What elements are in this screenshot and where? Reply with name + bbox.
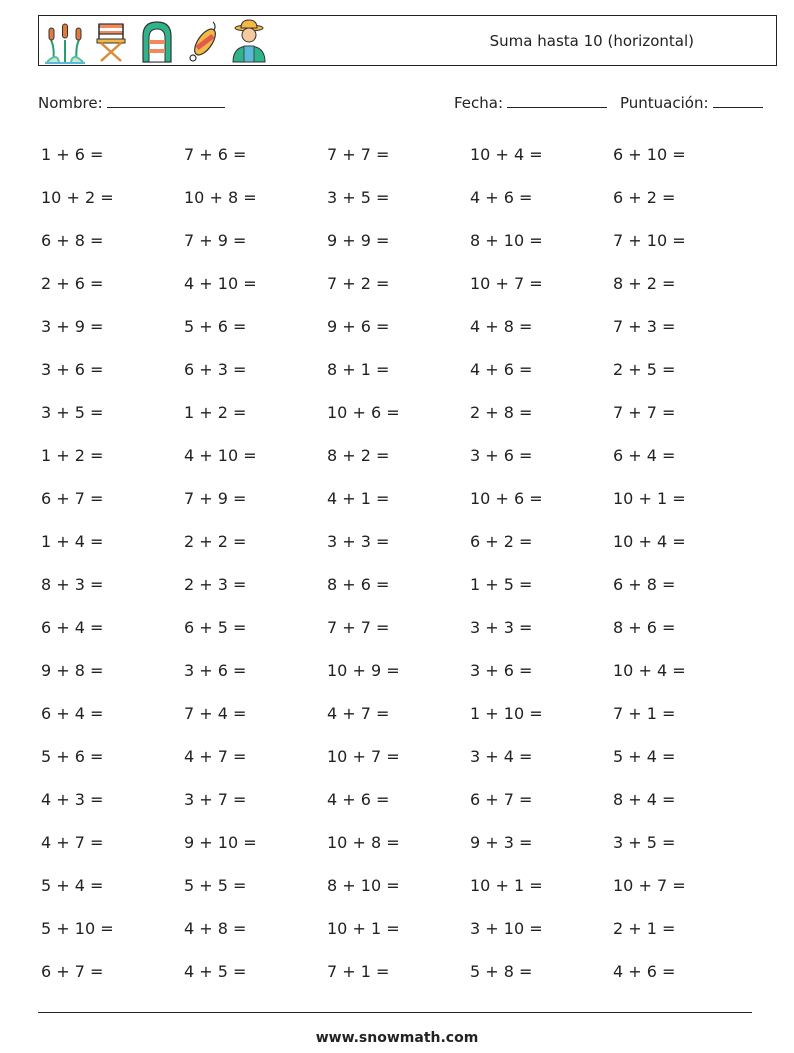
fishing-float-icon xyxy=(183,18,223,64)
problem-r5-c4: 4 + 8 = xyxy=(470,317,533,336)
problem-r6-c4: 4 + 6 = xyxy=(470,360,533,379)
problem-r2-c2: 10 + 8 = xyxy=(184,188,257,207)
problem-r10-c2: 2 + 2 = xyxy=(184,532,247,551)
date-label: Fecha: xyxy=(454,94,504,112)
problem-r3-c3: 9 + 9 = xyxy=(327,231,390,250)
problem-r1-c5: 6 + 10 = xyxy=(613,145,686,164)
problem-r19-c5: 2 + 1 = xyxy=(613,919,676,938)
problem-r13-c4: 3 + 6 = xyxy=(470,661,533,680)
problem-r16-c4: 6 + 7 = xyxy=(470,790,533,809)
problem-r18-c5: 10 + 7 = xyxy=(613,876,686,895)
problem-r3-c5: 7 + 10 = xyxy=(613,231,686,250)
problem-r9-c1: 6 + 7 = xyxy=(41,489,104,508)
problem-r18-c1: 5 + 4 = xyxy=(41,876,104,895)
problem-r5-c1: 3 + 9 = xyxy=(41,317,104,336)
problem-r8-c2: 4 + 10 = xyxy=(184,446,257,465)
problem-r14-c3: 4 + 7 = xyxy=(327,704,390,723)
problem-r17-c2: 9 + 10 = xyxy=(184,833,257,852)
problem-r13-c2: 3 + 6 = xyxy=(184,661,247,680)
name-label: Nombre: xyxy=(38,94,103,112)
problem-r16-c1: 4 + 3 = xyxy=(41,790,104,809)
problem-r4-c1: 2 + 6 = xyxy=(41,274,104,293)
problem-r15-c3: 10 + 7 = xyxy=(327,747,400,766)
problem-r16-c2: 3 + 7 = xyxy=(184,790,247,809)
problem-r12-c1: 6 + 4 = xyxy=(41,618,104,637)
problem-r12-c3: 7 + 7 = xyxy=(327,618,390,637)
problem-r11-c2: 2 + 3 = xyxy=(184,575,247,594)
problem-r20-c2: 4 + 5 = xyxy=(184,962,247,981)
score-label: Puntuación: xyxy=(620,94,709,112)
problem-r8-c5: 6 + 4 = xyxy=(613,446,676,465)
problem-r2-c3: 3 + 5 = xyxy=(327,188,390,207)
problem-r11-c3: 8 + 6 = xyxy=(327,575,390,594)
problem-r7-c4: 2 + 8 = xyxy=(470,403,533,422)
problem-r7-c5: 7 + 7 = xyxy=(613,403,676,422)
score-blank[interactable] xyxy=(713,93,763,108)
problem-r6-c3: 8 + 1 = xyxy=(327,360,390,379)
problem-r7-c1: 3 + 5 = xyxy=(41,403,104,422)
problem-r9-c2: 7 + 9 = xyxy=(184,489,247,508)
problem-r13-c3: 10 + 9 = xyxy=(327,661,400,680)
problem-r19-c1: 5 + 10 = xyxy=(41,919,114,938)
problem-r14-c4: 1 + 10 = xyxy=(470,704,543,723)
problem-r5-c2: 5 + 6 = xyxy=(184,317,247,336)
problem-r9-c3: 4 + 1 = xyxy=(327,489,390,508)
problem-r6-c2: 6 + 3 = xyxy=(184,360,247,379)
problem-r8-c1: 1 + 2 = xyxy=(41,446,104,465)
problem-r20-c4: 5 + 8 = xyxy=(470,962,533,981)
date-field xyxy=(454,93,607,113)
problem-r20-c3: 7 + 1 = xyxy=(327,962,390,981)
problem-r11-c5: 6 + 8 = xyxy=(613,575,676,594)
folding-chair-icon xyxy=(91,18,131,64)
problem-r16-c3: 4 + 6 = xyxy=(327,790,390,809)
problem-r5-c5: 7 + 3 = xyxy=(613,317,676,336)
problem-r1-c2: 7 + 6 = xyxy=(184,145,247,164)
problem-r12-c5: 8 + 6 = xyxy=(613,618,676,637)
problem-r11-c4: 1 + 5 = xyxy=(470,575,533,594)
problem-r4-c4: 10 + 7 = xyxy=(470,274,543,293)
problem-r15-c2: 4 + 7 = xyxy=(184,747,247,766)
problem-r6-c1: 3 + 6 = xyxy=(41,360,104,379)
problem-r8-c3: 8 + 2 = xyxy=(327,446,390,465)
icon-strip xyxy=(45,18,269,64)
problem-r14-c2: 7 + 4 = xyxy=(184,704,247,723)
problem-r17-c3: 10 + 8 = xyxy=(327,833,400,852)
problem-r18-c2: 5 + 5 = xyxy=(184,876,247,895)
worksheet-header xyxy=(38,15,777,66)
problem-r4-c2: 4 + 10 = xyxy=(184,274,257,293)
problem-r7-c2: 1 + 2 = xyxy=(184,403,247,422)
problem-r4-c3: 7 + 2 = xyxy=(327,274,390,293)
score-field xyxy=(620,93,763,113)
problem-r3-c2: 7 + 9 = xyxy=(184,231,247,250)
problem-r20-c1: 6 + 7 = xyxy=(41,962,104,981)
problem-r2-c5: 6 + 2 = xyxy=(613,188,676,207)
date-blank[interactable] xyxy=(507,93,607,108)
problem-r3-c1: 6 + 8 = xyxy=(41,231,104,250)
problem-r7-c3: 10 + 6 = xyxy=(327,403,400,422)
problem-r15-c4: 3 + 4 = xyxy=(470,747,533,766)
problem-r10-c4: 6 + 2 = xyxy=(470,532,533,551)
problem-r18-c3: 8 + 10 = xyxy=(327,876,400,895)
problem-r17-c4: 9 + 3 = xyxy=(470,833,533,852)
problem-r8-c4: 3 + 6 = xyxy=(470,446,533,465)
problem-r14-c1: 6 + 4 = xyxy=(41,704,104,723)
problem-r17-c5: 3 + 5 = xyxy=(613,833,676,852)
problem-r10-c3: 3 + 3 = xyxy=(327,532,390,551)
problem-r11-c1: 8 + 3 = xyxy=(41,575,104,594)
problem-r19-c2: 4 + 8 = xyxy=(184,919,247,938)
problem-r2-c1: 10 + 2 = xyxy=(41,188,114,207)
problem-r15-c5: 5 + 4 = xyxy=(613,747,676,766)
problem-r2-c4: 4 + 6 = xyxy=(470,188,533,207)
problem-r12-c4: 3 + 3 = xyxy=(470,618,533,637)
problem-r13-c5: 10 + 4 = xyxy=(613,661,686,680)
worksheet-title: Suma hasta 10 (horizontal) xyxy=(489,32,694,50)
problem-r9-c5: 10 + 1 = xyxy=(613,489,686,508)
problem-r15-c1: 5 + 6 = xyxy=(41,747,104,766)
inflatable-boat-icon xyxy=(137,18,177,64)
problem-r18-c4: 10 + 1 = xyxy=(470,876,543,895)
problem-r6-c5: 2 + 5 = xyxy=(613,360,676,379)
problem-r10-c1: 1 + 4 = xyxy=(41,532,104,551)
problem-r20-c5: 4 + 6 = xyxy=(613,962,676,981)
cattail-icon xyxy=(45,18,85,64)
footer-divider xyxy=(38,1012,752,1013)
name-field xyxy=(38,93,225,113)
problem-r14-c5: 7 + 1 = xyxy=(613,704,676,723)
problem-r19-c3: 10 + 1 = xyxy=(327,919,400,938)
problem-r16-c5: 8 + 4 = xyxy=(613,790,676,809)
problem-r1-c1: 1 + 6 = xyxy=(41,145,104,164)
problem-r13-c1: 9 + 8 = xyxy=(41,661,104,680)
problem-r10-c5: 10 + 4 = xyxy=(613,532,686,551)
name-blank[interactable] xyxy=(107,93,225,108)
problem-r17-c1: 4 + 7 = xyxy=(41,833,104,852)
problem-r5-c3: 9 + 6 = xyxy=(327,317,390,336)
problem-r3-c4: 8 + 10 = xyxy=(470,231,543,250)
fisherman-icon xyxy=(229,18,269,64)
footer-url: www.snowmath.com xyxy=(315,1030,479,1046)
problem-r1-c3: 7 + 7 = xyxy=(327,145,390,164)
problem-r9-c4: 10 + 6 = xyxy=(470,489,543,508)
problem-r19-c4: 3 + 10 = xyxy=(470,919,543,938)
problem-r4-c5: 8 + 2 = xyxy=(613,274,676,293)
problem-r12-c2: 6 + 5 = xyxy=(184,618,247,637)
problem-r1-c4: 10 + 4 = xyxy=(470,145,543,164)
